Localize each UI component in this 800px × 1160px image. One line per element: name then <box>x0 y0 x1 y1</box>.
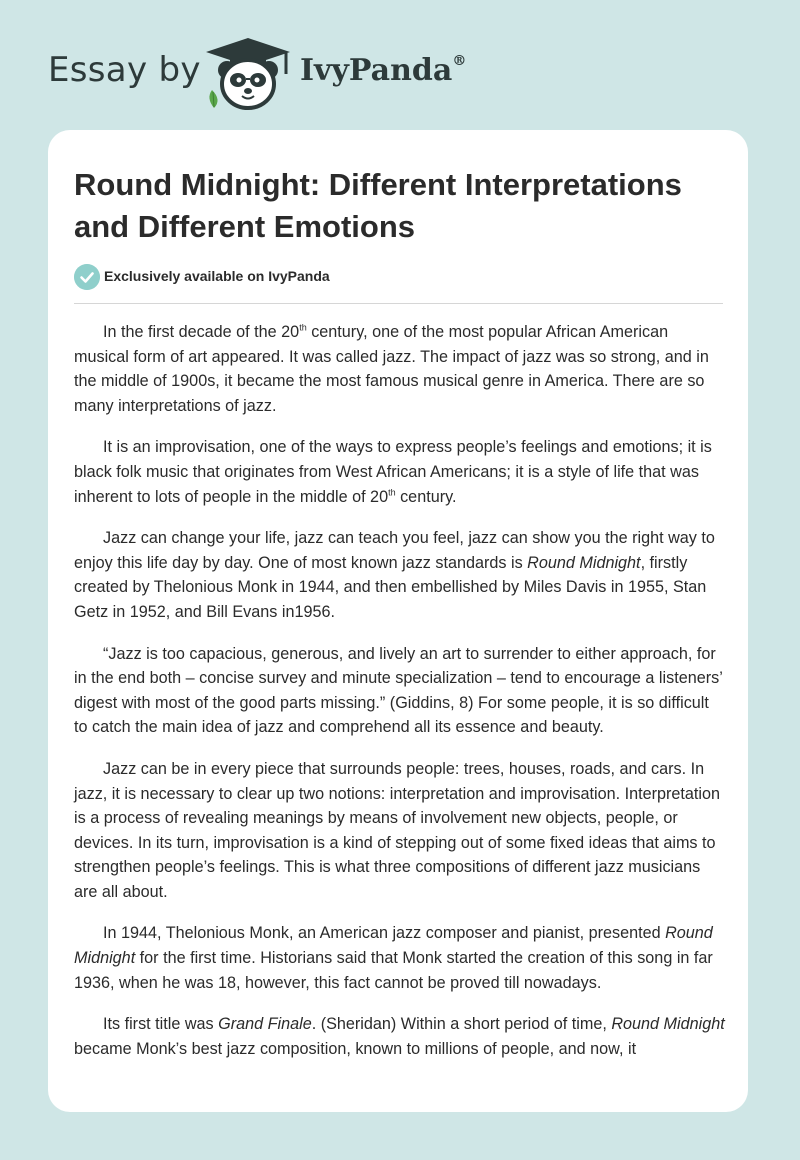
essay-by-label: Essay by <box>48 50 201 90</box>
paragraph-text: “Jazz is too capacious, generous, and lively an art to surrender to either approach, for in the end both – concise survey and minute specialization – tend to encourage a listeners’ digest with most of the good parts missing.” (Giddins, 8) For some people, it is so difficult to catch the main idea of jazz and comprehend all its essence and beauty. <box>74 644 723 737</box>
paragraph-text: Its first title was <box>103 1015 219 1034</box>
divider <box>74 303 723 304</box>
essay-body <box>74 320 725 1078</box>
essay-paragraph <box>74 435 725 509</box>
superscript-text: th <box>299 322 307 333</box>
panda-logo-icon[interactable] <box>200 32 296 112</box>
essay-paragraph <box>74 526 725 624</box>
paragraph-text: In 1944, Thelonious Monk, an American jazz composer and pianist, presented <box>103 924 666 943</box>
superscript-text: th <box>388 487 396 498</box>
site-header <box>48 30 748 110</box>
italic-title-text: Round Midnight <box>74 924 713 968</box>
paragraph-text: , firstly created by Thelonious Monk in 1944, and then embellished by Miles Davis in 1955, Stan Getz in 1952, and Bill Evans in1956. <box>74 553 707 621</box>
paragraph-text: became Monk’s best jazz composition, known to millions of people, and now, it <box>74 1039 637 1058</box>
paragraph-text: Jazz can change your life, jazz can teach you feel, jazz can show you the right way to enjoy this life day by day. One of most known jazz standards is <box>74 529 715 572</box>
brand-name[interactable] <box>300 53 466 88</box>
essay-paragraph <box>74 320 725 418</box>
essay-card <box>48 130 748 1112</box>
essay-paragraph <box>74 1012 725 1061</box>
registered-mark: ® <box>452 53 467 69</box>
paragraph-text: In the first decade of the 20 <box>103 323 300 341</box>
essay-paragraph <box>74 642 725 740</box>
essay-paragraph <box>74 757 725 905</box>
essay-title: Round Midnight: Different Interpretations and Different Emotions <box>74 167 682 244</box>
paragraph-text: century, one of the most popular African American musical form of art appeared. It was called jazz. The impact of jazz was so strong, and in the middle of 1900s, it became the most famous musical genre in America. There are so many interpretations of jazz. <box>74 323 709 415</box>
italic-title-text: Round Midnight <box>611 1015 725 1034</box>
paragraph-text: for the first time. Historians said that Monk started the creation of this song in far 1936, when he was 18, however, this fact cannot be proved till nowadays. <box>74 949 713 992</box>
exclusive-badge-label: Exclusively available on IvyPanda <box>104 268 330 284</box>
italic-title-text: Round Midnight <box>527 553 641 572</box>
brand-text: IvyPanda <box>300 53 453 88</box>
essay-paragraph <box>74 921 725 995</box>
paragraph-text: . (Sheridan) Within a short period of time, <box>311 1015 612 1034</box>
paragraph-text: It is an improvisation, one of the ways to express people’s feelings and emotions; it is black folk music that originates from West African Americans; it is a style of life that was inherent to lots of people in the middle of 20 <box>74 438 712 506</box>
paragraph-text: Jazz can be in every piece that surrounds people: trees, houses, roads, and cars. In jazz, it is necessary to clear up two notions: interpretation and improvisation. Interpretation is a process of revealing meanings by means of involvement new objects, people, or devices. In its turn, improvisation is a kind of stepping out of some fixed ideas that aims to strengthen people’s feelings. This is what three compositions of different jazz musicians are all about. <box>74 759 721 901</box>
checkmark-icon <box>74 264 100 290</box>
italic-title-text: Grand Finale <box>218 1015 312 1034</box>
paragraph-text: century. <box>395 487 457 506</box>
